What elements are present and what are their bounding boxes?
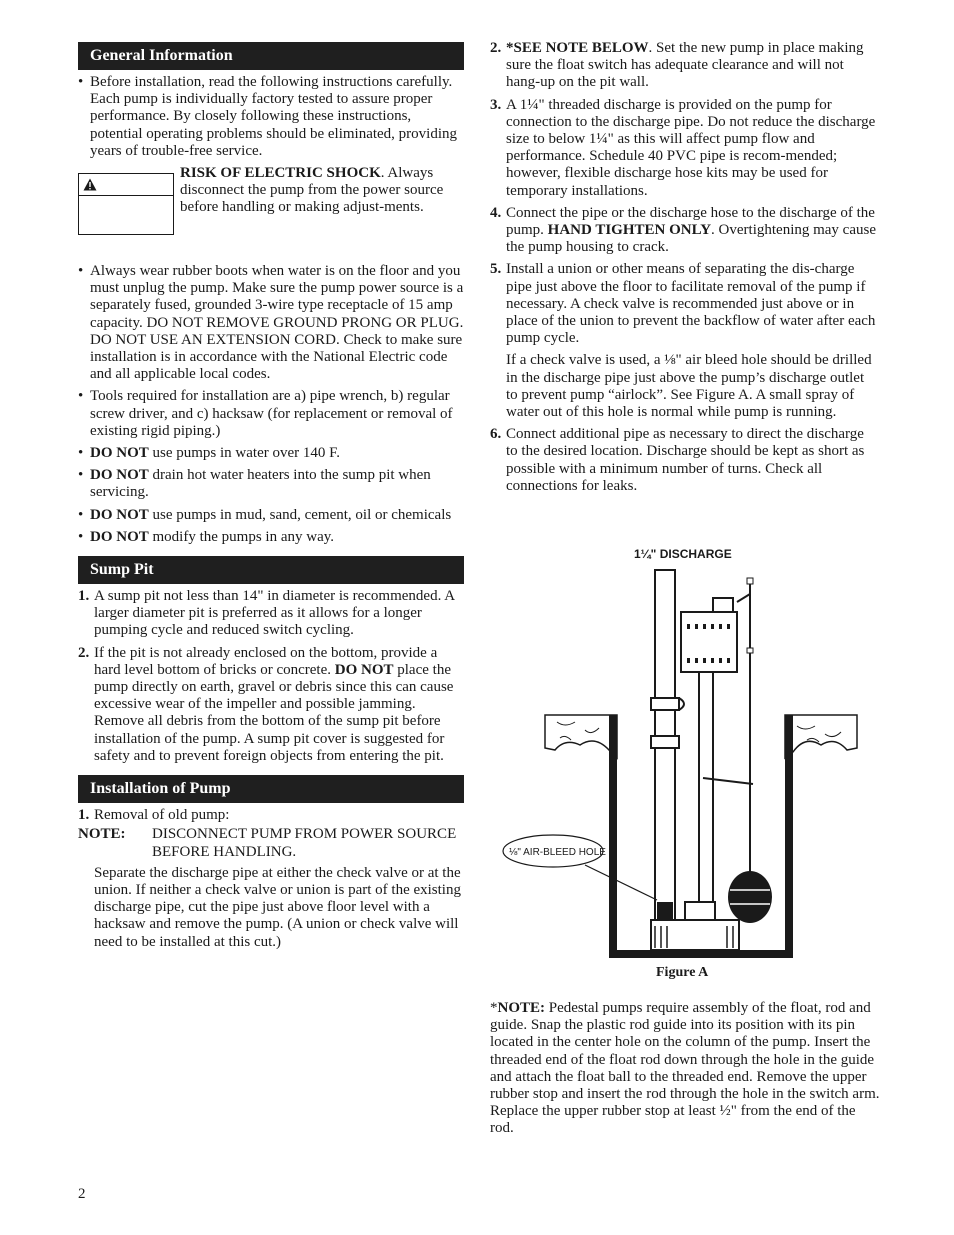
list-item: 2. *SEE NOTE BELOW. Set the new pump in place making sure the float switch has adequate clearance and will not hang-up on the pit wall.: [490, 40, 864, 91]
list-item: • Tools required for installation are a) pipe wrench, b) regular screw driver, and c) hacksaw (for replacement or removal of existing rigid piping.): [78, 388, 453, 439]
sump-pit-diagram: [495, 540, 875, 990]
warning-triangle-icon: [83, 178, 97, 191]
right-column: [490, 40, 878, 500]
paragraph: If a check valve is used, a ⅛" air bleed hole should be drilled in the discharge pipe just above the pump’s discharge outlet to prevent pump “airlock”. See Figure A. A small spray of water out of this hole is normal while pump is running.: [506, 352, 872, 421]
air-bleed-label: ⅛" AIR-BLEED HOLE: [509, 847, 606, 858]
sump-pit-heading: Sump Pit: [78, 556, 464, 584]
electric-shock-warning: [78, 165, 464, 257]
list-item: 5. Install a union or other means of separating the dis-charge pipe just above the floor to facilitate removal of the pump if necessary. A check valve is recommended just above or in place of the union to prevent the backflow of water after each pump cycle.: [490, 261, 876, 347]
note: NOTE: DISCONNECT PUMP FROM POWER SOURCE BEFORE HANDLING.: [78, 826, 457, 860]
left-column: [78, 42, 464, 956]
paragraph: Separate the discharge pipe at either the check valve or at the union. If neither a check valve or union is part of the existing discharge pipe, cut the pipe just above floor level with a hacksaw and remove the pump. (A union or check valve will need to be installed at this cut.): [94, 864, 461, 950]
figure-a: [495, 540, 875, 990]
list-item: 1. A sump pit not less than 14" in diameter is recommended. A larger diameter pit is preferred as it allows for a longer pumping cycle and reduced switch cycling.: [78, 588, 455, 639]
list-item: • Always wear rubber boots when water is on the floor and you must unplug the pump. Make sure the pump power source is a separately fused, grounded 3-wire type receptacle of 15 amp capacity. DO NOT REMOVE GROUND PRONG OR PLUG. DO NOT USE AN EXTENSION CORD. Check to make sure installation is in accordance with the National Electric code and all applicable local codes.: [78, 263, 464, 383]
pedestal-note: *NOTE: Pedestal pumps require assembly of the float, rod and guide. Snap the plastic rod guide into its position with its pin located in the center hole on the column of the pump. Insert the threaded end of the float rod down through the hole in the guide and attach the float ball to the threaded end. Remove the upper rubber stop and insert the rod through the hole in the switch arm. Replace the upper rubber stop at least ½" from the end of the rod.: [490, 1000, 880, 1137]
list-item: 1. Removal of old pump:: [78, 807, 230, 824]
list-item: 6. Connect additional pipe as necessary to direct the discharge to the desired location. Discharge should be kept as short as possible with a minimum number of turns. Check all connections for leaks.: [490, 426, 865, 494]
list-item: • DO NOT use pumps in mud, sand, cement, oil or chemicals: [78, 506, 452, 523]
warning-label-box: [78, 173, 174, 235]
figure-caption: Figure A: [656, 965, 709, 980]
warning-text: RISK OF ELECTRIC SHOCK. Always disconnect the pump from the power source before handling or making adjust-ments.: [180, 165, 444, 216]
general-information-heading: General Information: [78, 42, 464, 70]
list-item: 3. A 1¼" threaded discharge is provided on the pump for connection to the discharge pipe. Do not reduce the discharge size to below 1¼" as this will affect pump flow and performance. Schedule 40 PVC pipe is recom-mended; however, flexible discharge hose kits may be used for temporary installations.: [490, 96, 876, 199]
list-item: • DO NOT use pumps in water over 140 F.: [78, 445, 341, 462]
list-item: • DO NOT drain hot water heaters into the sump pit when servicing.: [78, 467, 431, 501]
list-item: 2. If the pit is not already enclosed on the bottom, provide a hard level bottom of bricks or concrete. DO NOT place the pump directly on earth, gravel or debris since this can cause excessive wear of the impeller and possible jamming. Remove all debris from the bottom of the sump pit before installation of the pump. A sump pit cover is suggested for safety and to prevent foreign objects from entering the pit.: [78, 644, 454, 764]
list-item: 4. Connect the pipe or the discharge hose to the discharge of the pump. HAND TIGHTEN ONLY. Overtightening may cause the pump housing to crack.: [490, 204, 876, 256]
list-item: • DO NOT modify the pumps in any way.: [78, 528, 335, 545]
discharge-label: 1¼" DISCHARGE: [634, 547, 732, 561]
list-item: • Before installation, read the following instructions carefully. Each pump is individually factory tested to assure proper performance. By closely following these instructions, potential operating problems should be eliminated, providing years of trouble-free service.: [78, 74, 458, 159]
page-number: 2: [78, 1186, 86, 1202]
installation-heading: Installation of Pump: [78, 775, 464, 803]
